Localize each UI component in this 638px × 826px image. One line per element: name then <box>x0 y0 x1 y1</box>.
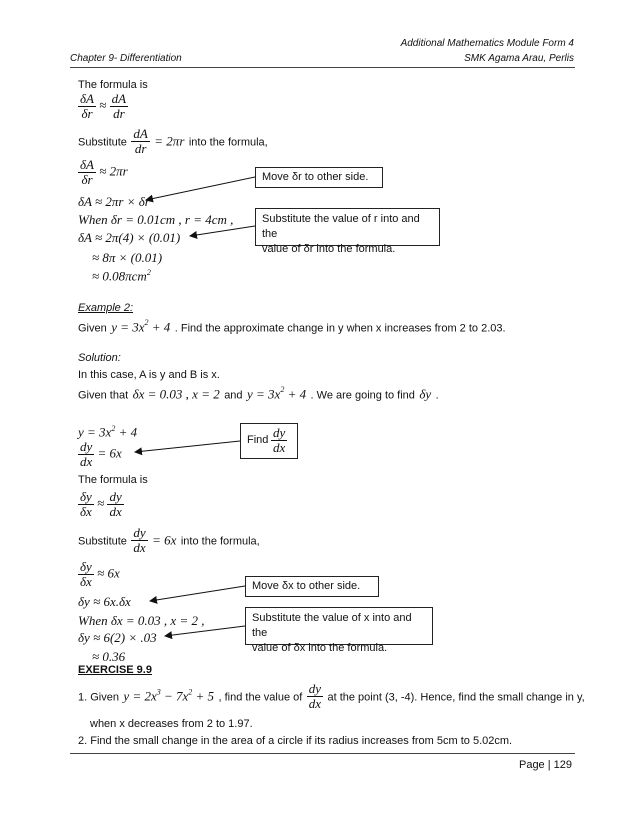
example-2-statement: Given $y = 3x^2 + 4$ . Find the approximate change in y when x increases from 2 to 2.03. <box>78 318 506 335</box>
header-chapter: Chapter 9- Differentiation <box>70 53 182 64</box>
callout-find-derivative: Find $\frac{dy}{dx}$ <box>240 423 298 459</box>
equation-4: δA ≈ 2πr × δr <box>78 194 150 209</box>
arrow-substitute-r <box>190 226 255 236</box>
when-line-2: When δx = 0.03 , x = 2 , <box>78 613 205 628</box>
arrow-find-derivative <box>135 441 240 452</box>
equation-7: ≈ 0.08πcm$^2$ <box>92 268 151 284</box>
footer-rule <box>70 753 575 754</box>
equation-10: $\frac{\delta y}{\delta x}$ ≈ $\frac{dy}{dx}$ <box>80 489 122 519</box>
example-2-title: Example 2: <box>78 302 134 314</box>
formula-label: The formula is <box>78 79 148 91</box>
when-line-1: When δr = 0.01cm , r = 4cm , <box>78 212 234 227</box>
arrow-move-dr <box>146 177 255 200</box>
solution-line-1: In this case, A is y and B is x. <box>78 369 220 381</box>
callout-substitute-x: Substitute the value of x into and the value of δx into the formula. <box>245 607 433 645</box>
equation-9: $\frac{dy}{dx}$ = 6x <box>80 439 122 469</box>
arrow-substitute-x <box>165 626 245 636</box>
equation-13: δy ≈ 6x.δx <box>78 594 131 609</box>
callout-move-dx: Move δx to other side. <box>245 576 379 597</box>
callout-substitute-r: Substitute the value of r into and the value of δr into the formula. <box>255 208 440 246</box>
equation-14: δy ≈ 6(2) × .03 <box>78 630 157 645</box>
exercise-title: EXERCISE 9.9 <box>78 664 152 676</box>
solution-title: Solution: <box>78 352 121 364</box>
page-number: Page | 129 <box>518 759 572 771</box>
callout-move-dr: Move δr to other side. <box>255 167 383 188</box>
header-school: SMK Agama Arau, Perlis <box>464 53 574 64</box>
equation-3: $\frac{\delta A}{\delta r}$ ≈ 2πr <box>80 157 128 187</box>
arrow-move-dx <box>150 586 245 601</box>
exercise-question-2: 2. Find the small change in the area of a circle if its radius increases from 5cm to 5.02cm. <box>78 735 513 747</box>
equation-5: δA ≈ 2π(4) × (0.01) <box>78 230 181 245</box>
equation-8: $y = 3x^2 + 4$ <box>78 424 138 440</box>
equation-6: ≈ 8π × (0.01) <box>92 250 163 265</box>
exercise-question-1-cont: when x decreases from 2 to 1.97. <box>90 718 253 730</box>
equation-15: ≈ 0.36 <box>92 649 126 664</box>
header-title: Additional Mathematics Module Form 4 <box>400 38 574 49</box>
formula-label-2: The formula is <box>78 474 148 486</box>
equation-1: $\frac{\delta A}{\delta r}$ ≈ $\frac{dA}{dr}$ <box>80 91 127 121</box>
exercise-question-1: 1. Given $y = 2x^3 - 7x^2 + 5$ , find the value of $\frac{dy}{dx}$ at the point (3, -4). Hence, find the small change in y, <box>78 681 585 711</box>
given-that-line: Given that δx = 0.03 , x = 2 and $y = 3x^2 + 4$ . We are going to find δy . <box>78 385 439 402</box>
substitute-line-2: Substitute $\frac{dy}{dx}$ = 6x into the formula, <box>78 525 260 555</box>
substitute-line-1: Substitute $\frac{dA}{dr}$ = 2πr into the formula, <box>78 126 268 156</box>
equation-12: $\frac{\delta y}{\delta x}$ ≈ 6x <box>80 559 120 589</box>
